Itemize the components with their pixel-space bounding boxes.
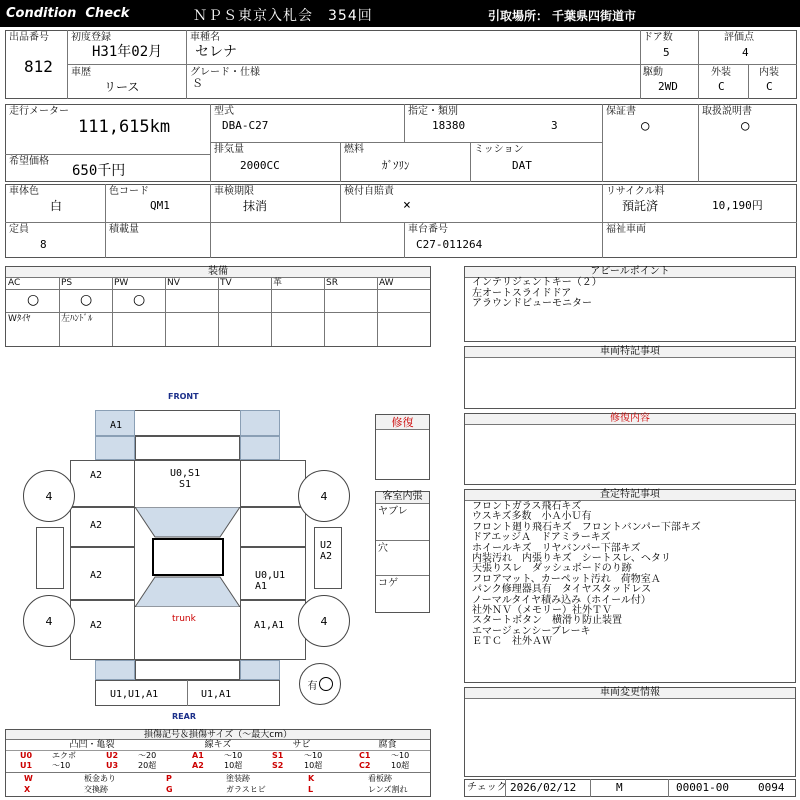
warranty-label: 保証書 (606, 106, 636, 117)
category-number: 3 (551, 119, 558, 132)
equip-header-0: AC (8, 278, 21, 288)
recycle-amount: 10,190円 (712, 199, 763, 212)
legend-code: U2 (106, 751, 119, 760)
first-reg-label: 初度登録 (71, 32, 111, 43)
color-code-label: 色コード (109, 186, 149, 197)
auction-name: ＮＰＳ東京入札会 354回 (193, 8, 373, 24)
legend-desc: ～10 (391, 751, 410, 760)
model-name: セレナ (195, 44, 237, 60)
equip-header-7: AW (379, 278, 394, 288)
equip-item-1: 左ﾊﾝﾄﾞﾙ (61, 314, 93, 324)
chassis-label: 車台番号 (408, 224, 448, 235)
appeal-item: インテリジェントキー（２） (472, 277, 602, 288)
legend-mark-desc: レンズ割れ (368, 785, 408, 794)
equip-mark-1: ○ (80, 292, 93, 308)
check-label: チェック (467, 782, 507, 793)
legend-desc: 10超 (304, 761, 323, 770)
model-code: DBA-C27 (222, 119, 269, 132)
inspection-note: ホイールキズ リヤバンパー下部キズ (472, 542, 641, 554)
damage-fl-fender: A2 (90, 470, 103, 481)
repair-box-title: 修復 (376, 415, 429, 430)
inspection-note: フロアマット、カーペット汚れ 荷物室Ａ (472, 573, 661, 585)
lot-label: 出品番号 (9, 32, 49, 43)
exterior-label: 外装 (711, 67, 731, 78)
legend-code: C2 (359, 761, 371, 770)
cabin-tear: ヤブレ (378, 506, 408, 517)
grade: Ｓ (192, 77, 203, 90)
grade-label: グレード・仕様 (190, 67, 260, 78)
trunk-label: trunk (172, 614, 196, 624)
damage-front-bumper: A1 (110, 420, 123, 431)
liability: × (403, 198, 411, 213)
spare-tire (299, 663, 341, 705)
inspection-note: スタートボタン 横滑り防止装置 (472, 615, 622, 627)
damage-right-door: U0,U1 A1 (255, 570, 286, 592)
first-registration: H31年02月 (92, 44, 163, 60)
inspection-note: フロント廻り飛石キズ フロントバンパー下部キズ (472, 521, 701, 533)
legend-desc: エクボ (52, 751, 76, 760)
legend-mark-code: G (166, 785, 173, 794)
legend-code: U3 (106, 761, 119, 770)
legend-mark-desc: 塗装跡 (226, 774, 250, 783)
mission-label: ミッション (474, 144, 524, 155)
model-name-label: 車種名 (190, 32, 220, 43)
legend-code: U1 (20, 761, 33, 770)
equip-header-3: NV (167, 278, 180, 288)
inspection-note: エマージェンシーブレーキ (472, 625, 591, 637)
color-code: QM1 (150, 199, 170, 212)
check-date: 2026/02/12 (510, 781, 577, 794)
legend-mark-code: K (308, 774, 315, 783)
load-label: 積載量 (109, 224, 139, 235)
liability-label: 検付自賠責 (344, 186, 394, 197)
equip-header-2: PW (114, 278, 129, 288)
record-number: 0094 (758, 781, 785, 794)
damage-rear-right: U1,A1 (201, 689, 232, 700)
legend-desc: ～10 (52, 761, 71, 770)
legend-desc: ～20 (138, 751, 157, 760)
inspection-note: フロントガラス飛石キズ (472, 501, 582, 512)
special-notes-title: 車両特記事項 (465, 347, 795, 358)
capacity-label: 定員 (9, 224, 29, 235)
mission: DAT (512, 159, 532, 172)
legend-code: A1 (192, 751, 204, 760)
header-bar (0, 0, 800, 27)
appeal-item: 左オートスライドドア (472, 287, 572, 299)
damage-fl-door: A2 (90, 520, 103, 531)
displacement-label: 排気量 (214, 144, 244, 155)
model-code-label: 型式 (214, 106, 234, 117)
history: リース (104, 80, 140, 94)
cabin-burn: コゲ (378, 578, 398, 589)
inspection-note: ドアエッジＡ ドアミラーキズ (472, 532, 611, 544)
cabin-hole: 穴 (378, 543, 388, 554)
left-mirror (36, 527, 64, 589)
equip-header-1: PS (61, 278, 73, 288)
repair-content-title: 修復内容 (465, 414, 795, 425)
legend-mark-desc: 交換跡 (84, 785, 108, 794)
cabin-title: 客室内張 (376, 492, 429, 504)
equipment-title: 装備 (6, 267, 430, 278)
equip-item-0: Wﾀｲﾔ (8, 314, 31, 324)
capacity: 8 (40, 238, 47, 251)
inspection-label: 車検期限 (214, 186, 254, 197)
equip-header-5: 革 (273, 278, 283, 288)
fuel-label: 燃料 (344, 144, 364, 155)
legend-mark-desc: 板金あり (84, 774, 116, 783)
change-info (464, 687, 796, 777)
designation-label: 指定・類別 (408, 106, 458, 117)
legend-desc: 10超 (224, 761, 243, 770)
inspection-note: 社外ＮＶ（メモリー）社外ＴＶ (472, 605, 612, 617)
legend-desc: ～10 (304, 751, 323, 760)
damage-rl-quarter: A2 (90, 620, 103, 631)
legend-group-0: 凸凹・亀裂 (6, 740, 178, 751)
inspection-notes-title: 査定特記事項 (465, 490, 795, 501)
mileage-label: 走行メーター (9, 106, 69, 117)
inspection-notes-list (472, 502, 701, 648)
legend-group-2: サビ (258, 740, 345, 751)
legend-mark-code: X (24, 785, 31, 794)
inspection-note: ノーマルタイヤ積み込み（ホイール付） (472, 594, 651, 606)
spare-tire-label: 有 (307, 680, 318, 692)
legend-mark-code: W (24, 774, 33, 783)
pickup-label: 引取場所： (488, 9, 549, 23)
appeal-item: アラウンドビューモニター (472, 298, 592, 309)
legend-group-1: 線キズ (178, 740, 258, 751)
tire-front-right: 4 (298, 470, 350, 522)
damage-roof: U0,S1 S1 (170, 468, 201, 490)
tire-rear-right: 4 (298, 595, 350, 647)
mileage: 111,615km (78, 117, 171, 137)
rear-label: REAR (172, 712, 196, 721)
body-color: 白 (50, 199, 63, 213)
inspection-note: 天張りスレ ダッシュボードのり跡 (472, 563, 632, 575)
chassis-number: C27-011264 (416, 238, 483, 251)
doors-label: ドア数 (643, 32, 673, 43)
damage-right-mirror-area: U2 A2 (320, 540, 333, 562)
legend-desc: ～10 (224, 751, 243, 760)
equip-header-6: SR (326, 278, 338, 288)
lot-number: 812 (24, 57, 53, 76)
legend-code: U0 (20, 751, 33, 760)
front-label: FRONT (168, 392, 199, 401)
displacement: 2000CC (240, 159, 280, 172)
exterior-grade: C (718, 80, 725, 93)
designation-number: 18380 (432, 119, 466, 132)
inspection-expiry: 抹消 (243, 199, 268, 213)
recycle-label: リサイクル料 (606, 186, 665, 197)
warranty-mark: ○ (641, 118, 650, 134)
equip-mark-0: ○ (27, 292, 40, 308)
price-label: 希望価格 (9, 156, 49, 167)
tire-rear-left: 4 (23, 595, 75, 647)
inspection-note: ウスキズ多数 小Ａ小Ｕ有 (472, 511, 592, 523)
appeal-title: アピールポイント (465, 267, 795, 278)
fuel: ｶﾞｿﾘﾝ (382, 159, 410, 172)
equip-header-4: TV (220, 278, 232, 288)
history-label: 車歴 (71, 67, 91, 78)
legend-mark-code: L (308, 785, 314, 794)
legend-title: 損傷記号＆損傷サイズ（～最大cm） (6, 730, 430, 740)
recycle-status: 預託済 (622, 199, 659, 213)
pickup-location: 千葉県四街道市 (552, 9, 637, 23)
damage-rl-door: A2 (90, 570, 103, 581)
damage-rear-left: U1,U1,A1 (110, 689, 159, 700)
legend-mark-code: P (166, 774, 172, 783)
change-info-title: 車両変更情報 (465, 688, 795, 699)
score-label: 評価点 (724, 32, 754, 43)
legend-mark-desc: ガラスヒビ (226, 785, 266, 794)
color-label: 車体色 (9, 186, 39, 197)
manual-mark: ○ (741, 118, 750, 134)
legend-group-3: 腐食 (345, 740, 430, 751)
equip-mark-2: ○ (133, 292, 146, 308)
drive: 2WD (658, 80, 678, 93)
welfare-label: 福祉車両 (606, 224, 646, 235)
spare-tire-icon (319, 677, 333, 691)
legend-code: A2 (192, 761, 204, 770)
legend-code: S1 (272, 751, 284, 760)
inspection-note: パンク修理器具有 タイヤスタッドレス (472, 584, 652, 596)
damage-right-quarter: A1,A1 (254, 620, 285, 631)
manual-label: 取扱説明書 (702, 106, 752, 117)
legend-desc: 20超 (138, 761, 157, 770)
legend-desc: 10超 (391, 761, 410, 770)
inspection-note: 内装汚れ 内張りキズ シートスレ、ヘタリ (472, 553, 671, 565)
windshield-glass (135, 507, 240, 607)
interior-grade: C (766, 80, 773, 93)
inspection-note: ＥＴＣ 社外ＡＷ (472, 636, 552, 648)
legend-code: C1 (359, 751, 371, 760)
doors: 5 (663, 46, 670, 59)
inspector-mark: M (616, 781, 623, 794)
interior-label: 内装 (759, 67, 779, 78)
legend-mark-desc: 看板跡 (368, 774, 392, 783)
desired-price: 650千円 (72, 163, 126, 179)
record-code: 00001-00 (676, 781, 729, 794)
header-title: Condition Check (6, 6, 130, 21)
legend-code: S2 (272, 761, 284, 770)
drive-label: 駆動 (643, 67, 663, 78)
appeal-list (472, 278, 602, 310)
score: 4 (742, 46, 749, 59)
tire-front-left: 4 (23, 470, 75, 522)
